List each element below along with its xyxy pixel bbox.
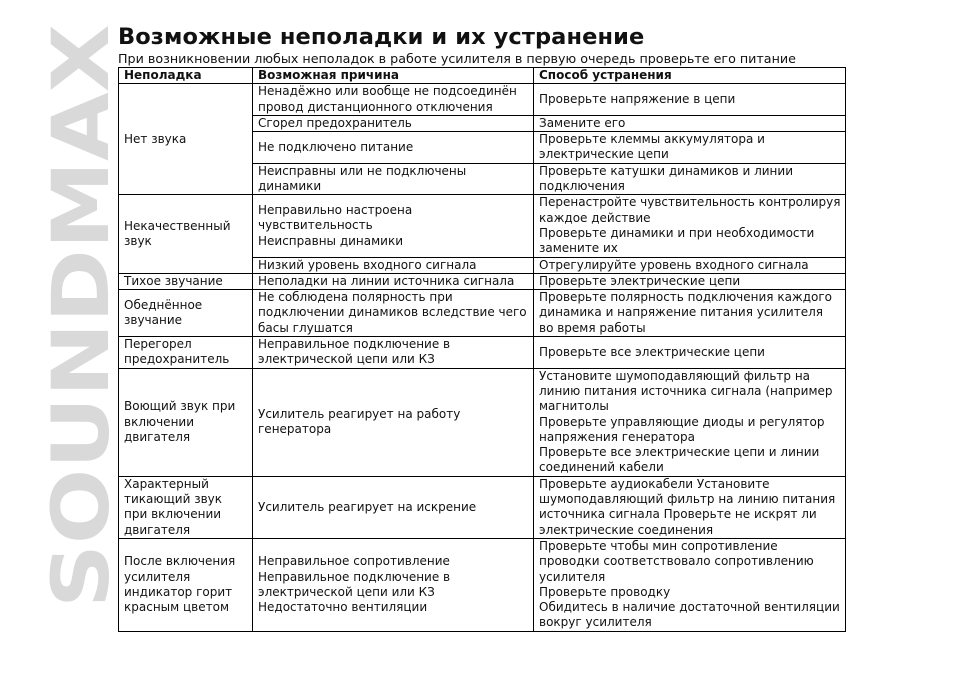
problem-cell: Некачественный звук — [119, 195, 253, 273]
fix-cell: Проверьте электрические цепи — [534, 273, 846, 289]
table-row — [119, 273, 846, 289]
table-row — [119, 290, 846, 337]
cause-cell: Сгорел предохранитель — [253, 115, 534, 131]
header-problem: Неполадка — [119, 68, 253, 84]
page-subtitle: При возникновении любых неполадок в работе усилителя в первую очередь проверьте его питание — [118, 51, 796, 66]
fix-cell: Перенастройте чувствительность контролируя каждое действие Проверьте динамики и при необходимости замените их — [534, 195, 846, 257]
problem-cell: Обеднённое звучание — [119, 290, 253, 337]
cause-cell: Низкий уровень входного сигнала — [253, 257, 534, 273]
cause-cell: Не подключено питание — [253, 132, 534, 164]
table-row — [119, 368, 846, 476]
table-row — [119, 538, 846, 631]
header-cause: Возможная причина — [253, 68, 534, 84]
cause-cell: Усилитель реагирует на работу генератора — [253, 368, 534, 476]
problem-cell: Тихое звучание — [119, 273, 253, 289]
cause-cell: Не соблюдена полярность при подключении динамиков вследствие чего басы глушатся — [253, 290, 534, 337]
fix-cell: Проверьте полярность подключения каждого динамика и напряжение питания усилителя во время работы — [534, 290, 846, 337]
fix-cell: Установите шумоподавляющий фильтр на линию питания источника сигнала (например магнитолы Проверьте управляющие диоды и регулятор напряжения генератора Проверьте все электрические цепи и линии соединений кабели — [534, 368, 846, 476]
table-body — [119, 84, 846, 631]
fix-cell: Проверьте напряжение в цепи — [534, 84, 846, 116]
cause-cell: Неправильное подключение в электрической цепи или КЗ — [253, 337, 534, 369]
table-header-row — [119, 68, 846, 84]
fix-cell: Проверьте все электрические цепи — [534, 337, 846, 369]
cause-cell: Неправильное сопротивление Неправильное подключение в электрической цепи или КЗ Недостаточно вентиляции — [253, 538, 534, 631]
table-row — [119, 195, 846, 257]
problem-cell: Характерный тикающий звук при включении двигателя — [119, 476, 253, 538]
cause-cell: Ненадёжно или вообще не подсоединён провод дистанционного отключения — [253, 84, 534, 116]
fix-cell: Отрегулируйте уровень входного сигнала — [534, 257, 846, 273]
cause-cell: Неполадки на линии источника сигнала — [253, 273, 534, 289]
fix-cell: Проверьте катушки динамиков и линии подключения — [534, 163, 846, 195]
fix-cell: Проверьте клеммы аккумулятора и электрические цепи — [534, 132, 846, 164]
soundmax-logo-text: SOUNDMAX — [37, 94, 127, 608]
cause-cell: Неправильно настроена чувствительность Неисправны динамики — [253, 195, 534, 257]
header-fix: Способ устранения — [534, 68, 846, 84]
fix-cell: Проверьте чтобы мин сопротивление проводки соответствовало сопротивлению усилителя Проверьте проводку Обидитесь в наличие достаточной вентиляции вокруг усилителя — [534, 538, 846, 631]
problem-cell: После включения усилителя индикатор горит красным цветом — [119, 538, 253, 631]
cause-cell: Неисправны или не подключены динамики — [253, 163, 534, 195]
troubleshooting-table — [118, 67, 846, 632]
table-row — [119, 476, 846, 538]
fix-cell: Проверьте аудиокабели Установите шумоподавляющий фильтр на линию питания источника сигнала Проверьте не искрят ли электрические соединения — [534, 476, 846, 538]
page-title: Возможные неполадки и их устранение — [118, 24, 645, 50]
problem-cell: Перегорел предохранитель — [119, 337, 253, 369]
cause-cell: Усилитель реагирует на искрение — [253, 476, 534, 538]
problem-cell: Воющий звук при включении двигателя — [119, 368, 253, 476]
problem-cell: Нет звука — [119, 84, 253, 195]
fix-cell: Замените его — [534, 115, 846, 131]
table-row — [119, 84, 846, 116]
soundmax-logo — [37, 24, 127, 614]
table-row — [119, 337, 846, 369]
